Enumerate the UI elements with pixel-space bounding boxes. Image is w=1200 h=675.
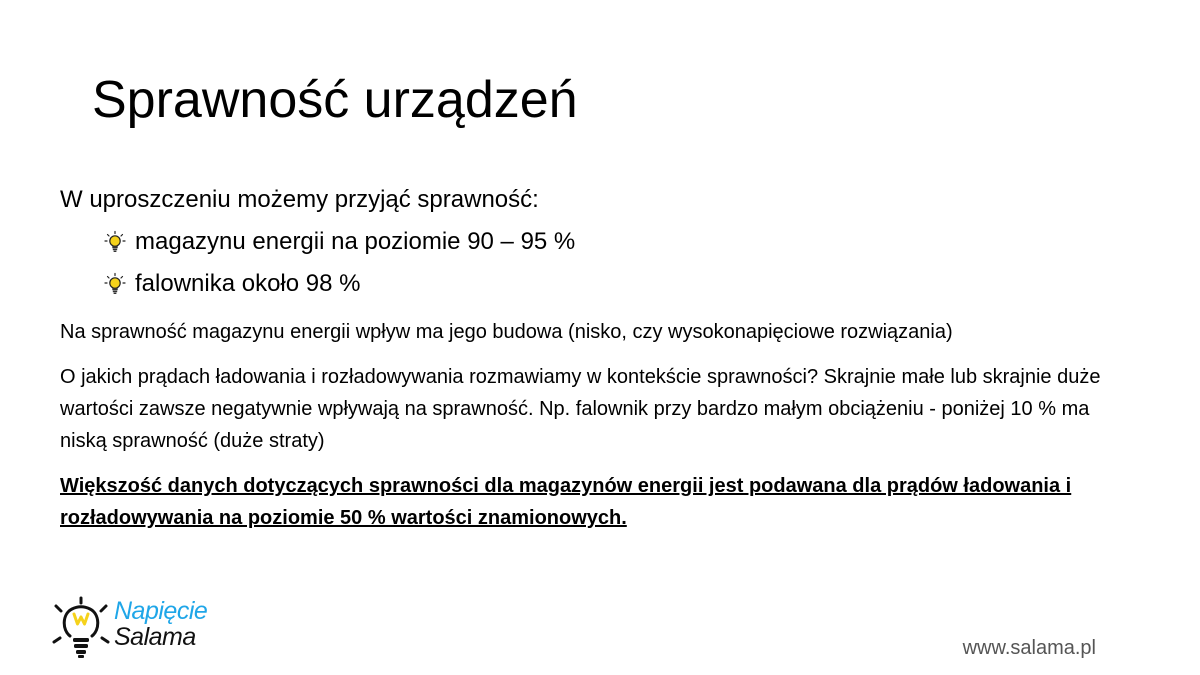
logo-text <box>114 598 207 650</box>
lightbulb-icon <box>103 230 127 254</box>
napiecie-salama-logo <box>50 596 230 660</box>
bullet-item <box>103 268 575 300</box>
bullet-item <box>103 226 575 258</box>
bullet-text: magazynu energii na poziomie 90 – 95 % <box>135 228 576 255</box>
website-url: www.salama.pl <box>962 637 1096 659</box>
lightbulb-icon <box>103 272 127 296</box>
intro-text: W uproszczeniu możemy przyjąć sprawność: <box>60 186 539 213</box>
bullet-text: falownika około 98 % <box>135 270 361 297</box>
slide-title: Sprawność urządzeń <box>92 71 578 129</box>
bullet-list <box>103 226 575 310</box>
logo-bulb-icon <box>50 596 112 660</box>
paragraph-emphasis: Większość danych dotyczących sprawności dla magazynów energii jest podawana dla prądów ładowania i rozładowywania na poziomie 50 % wartości znamionowych. <box>60 475 1072 529</box>
logo-word-salama: Salama <box>114 623 196 651</box>
logo-word-napiecie: Napięcie <box>114 597 208 625</box>
paragraph-construction: Na sprawność magazynu energii wpływ ma jego budowa (nisko, czy wysokonapięciowe rozwiązania) <box>60 321 953 343</box>
paragraph-currents: O jakich prądach ładowania i rozładowywania rozmawiamy w kontekście sprawności? Skrajnie małe lub skrajnie duże wartości zawsze negatywnie wpływają na sprawność. Np. falownik przy bardzo małym obciążeniu - poniżej 10 % ma niską sprawność (duże straty) <box>60 366 1101 452</box>
